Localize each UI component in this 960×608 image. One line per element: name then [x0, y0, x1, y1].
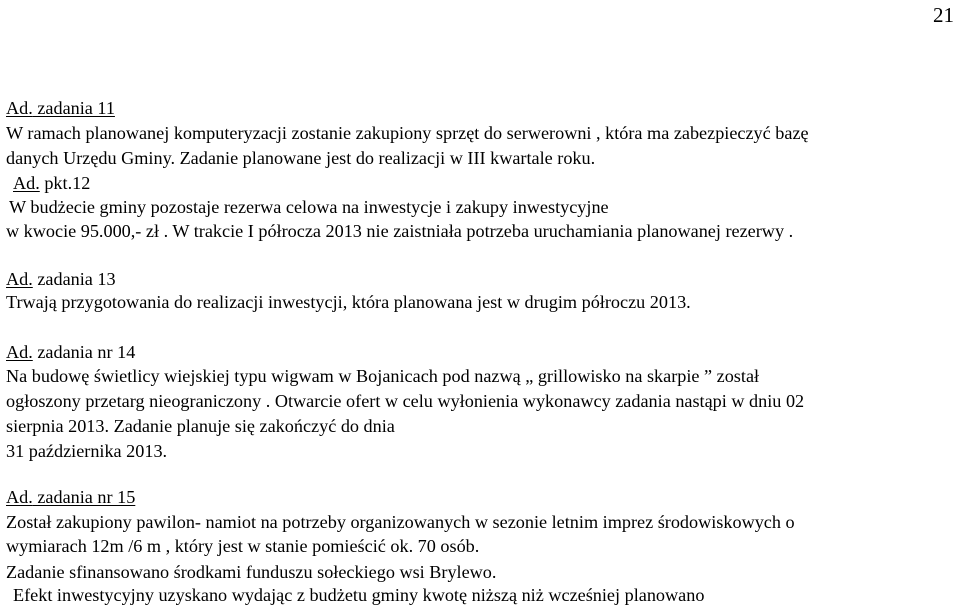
- heading-rest: pkt.12: [39, 173, 91, 193]
- heading-rest: zadania nr 15: [32, 487, 136, 507]
- section-heading: [13, 174, 90, 192]
- paragraph-line: Został zakupiony pawilon- namiot na potrzeby organizowanych w sezonie letnim imprez środowiskowych o: [6, 512, 795, 532]
- paragraph-line: danych Urzędu Gminy. Zadanie planowane jest do realizacji w III kwartale roku.: [6, 148, 596, 168]
- page-number: 21: [933, 3, 954, 27]
- paragraph-line: wymiarach 12m /6 m , który jest w stanie pomieścić ok. 70 osób.: [6, 536, 480, 556]
- heading-rest: zadania 11: [32, 98, 115, 118]
- section-heading: [6, 343, 135, 361]
- paragraph-line: W ramach planowanej komputeryzacji zostanie zakupiony sprzęt do serwerowni , która ma zabezpieczyć bazę: [6, 123, 809, 143]
- section-heading: [6, 99, 115, 117]
- paragraph-line: ogłoszony przetarg nieograniczony . Otwarcie ofert w celu wyłonienia wykonawcy zadania nastąpi w dniu 02: [6, 391, 805, 411]
- heading-prefix: Ad.: [13, 173, 40, 193]
- paragraph-line: Zadanie sfinansowano środkami funduszu sołeckiego wsi Brylewo.: [6, 562, 497, 582]
- heading-prefix: Ad.: [6, 487, 33, 507]
- paragraph-line: W budżecie gminy pozostaje rezerwa celowa na inwestycje i zakupy inwestycyjne: [9, 197, 609, 217]
- section-heading: [6, 270, 116, 288]
- heading-rest: zadania 13: [32, 269, 116, 289]
- paragraph-line: 31 października 2013.: [6, 441, 168, 461]
- heading-prefix: Ad.: [6, 269, 33, 289]
- heading-rest: zadania nr 14: [32, 342, 136, 362]
- paragraph-line: w kwocie 95.000,- zł . W trakcie I półrocza 2013 nie zaistniała potrzeba uruchamiania planowanej rezerwy .: [6, 221, 794, 241]
- paragraph-line: Trwają przygotowania do realizacji inwestycji, która planowana jest w drugim półroczu 2013.: [6, 292, 691, 312]
- paragraph-line: Na budowę świetlicy wiejskiej typu wigwam w Bojanicach pod nazwą „ grillowisko na skarpie ” został: [6, 366, 760, 386]
- heading-prefix: Ad.: [6, 98, 33, 118]
- section-heading: [6, 488, 135, 506]
- heading-prefix: Ad.: [6, 342, 33, 362]
- paragraph-line: Efekt inwestycyjny uzyskano wydając z budżetu gminy kwotę niższą niż wcześniej planowano: [13, 585, 705, 605]
- paragraph-line: sierpnia 2013. Zadanie planuje się zakończyć do dnia: [6, 416, 395, 436]
